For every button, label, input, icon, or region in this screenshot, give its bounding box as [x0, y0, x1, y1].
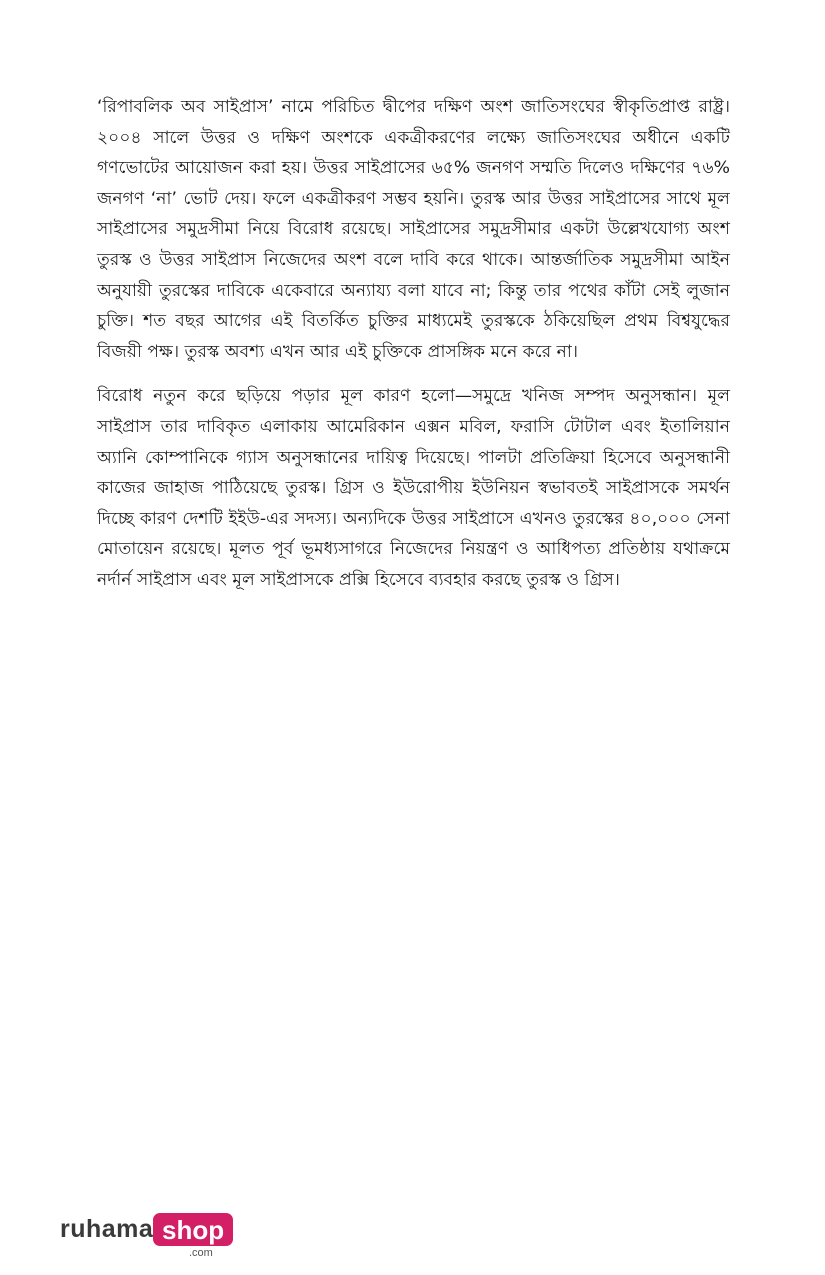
logo-shop-badge: shop	[153, 1213, 233, 1246]
page-content	[97, 92, 730, 596]
ruhamashop-logo	[60, 1211, 230, 1259]
body-paragraph-1: ‘রিপাবলিক অব সাইপ্রাস’ নামে পরিচিত দ্বীপের দক্ষিণ অংশ জাতিসংঘের স্বীকৃতিপ্রাপ্ত রাষ্ট্র। ২০০৪ সালে উত্তর ও দক্ষিণ অংশকে একত্রীকরণের লক্ষ্যে জাতিসংঘের অধীনে একটি গণভোটের আয়োজন করা হয়। উত্তর সাইপ্রাসের ৬৫% জনগণ সম্মতি দিলেও দক্ষিণের ৭৬% জনগণ ‘না’ ভোট দেয়। ফলে একত্রীকরণ সম্ভব হয়নি। তুরস্ক আর উত্তর সাইপ্রাসের সাথে মূল সাইপ্রাসের সমুদ্রসীমা নিয়ে বিরোধ রয়েছে। সাইপ্রাসের সমুদ্রসীমার একটা উল্লেখযোগ্য অংশ তুরস্ক ও উত্তর সাইপ্রাস নিজেদের অংশ বলে দাবি করে থাকে। আন্তর্জাতিক সমুদ্রসীমা আইন অনুযায়ী তুরস্কের দাবিকে একেবারে অন্যায্য বলা যাবে না; কিন্তু তার পথের কাঁটা সেই লুজান চুক্তি। শত বছর আগের এই বিতর্কিত চুক্তির মাধ্যমেই তুরস্ককে ঠকিয়েছিল প্রথম বিশ্বযুদ্ধের বিজয়ী পক্ষ। তুরস্ক অবশ্য এখন আর এই চুক্তিকে প্রাসঙ্গিক মনে করে না।	[97, 97, 730, 362]
logo-ruhama-text: ruhama	[60, 1215, 154, 1243]
logo-com-text: .com	[189, 1247, 213, 1259]
body-paragraph-2: বিরোধ নতুন করে ছড়িয়ে পড়ার মূল কারণ হলো—সমুদ্রে খনিজ সম্পদ অনুসন্ধান। মূল সাইপ্রাস তার দাবিকৃত এলাকায় আমেরিকান এক্সন মবিল, ফরাসি টোটাল এবং ইতালিয়ান অ্যানি কোম্পানিকে গ্যাস অনুসন্ধানের দায়িত্ব দিয়েছে। পালটা প্রতিক্রিয়া হিসেবে অনুসন্ধানী কাজের জাহাজ পাঠিয়েছে তুরস্ক। গ্রিস ও ইউরোপীয় ইউনিয়ন স্বভাবতই সাইপ্রাসকে সমর্থন দিচ্ছে কারণ দেশটি ইইউ-এর সদস্য। অন্যদিকে উত্তর সাইপ্রাসে এখনও তুরস্কের ৪০,০০০ সেনা মোতায়েন রয়েছে। মূলত পূর্ব ভূমধ্যসাগরে নিজেদের নিয়ন্ত্রণ ও আধিপত্য প্রতিষ্ঠায় যথাক্রমে নর্দার্ন সাইপ্রাস এবং মূল সাইপ্রাসকে প্রক্সি হিসেবে ব্যবহার করছে তুরস্ক ও গ্রিস।	[97, 386, 730, 590]
